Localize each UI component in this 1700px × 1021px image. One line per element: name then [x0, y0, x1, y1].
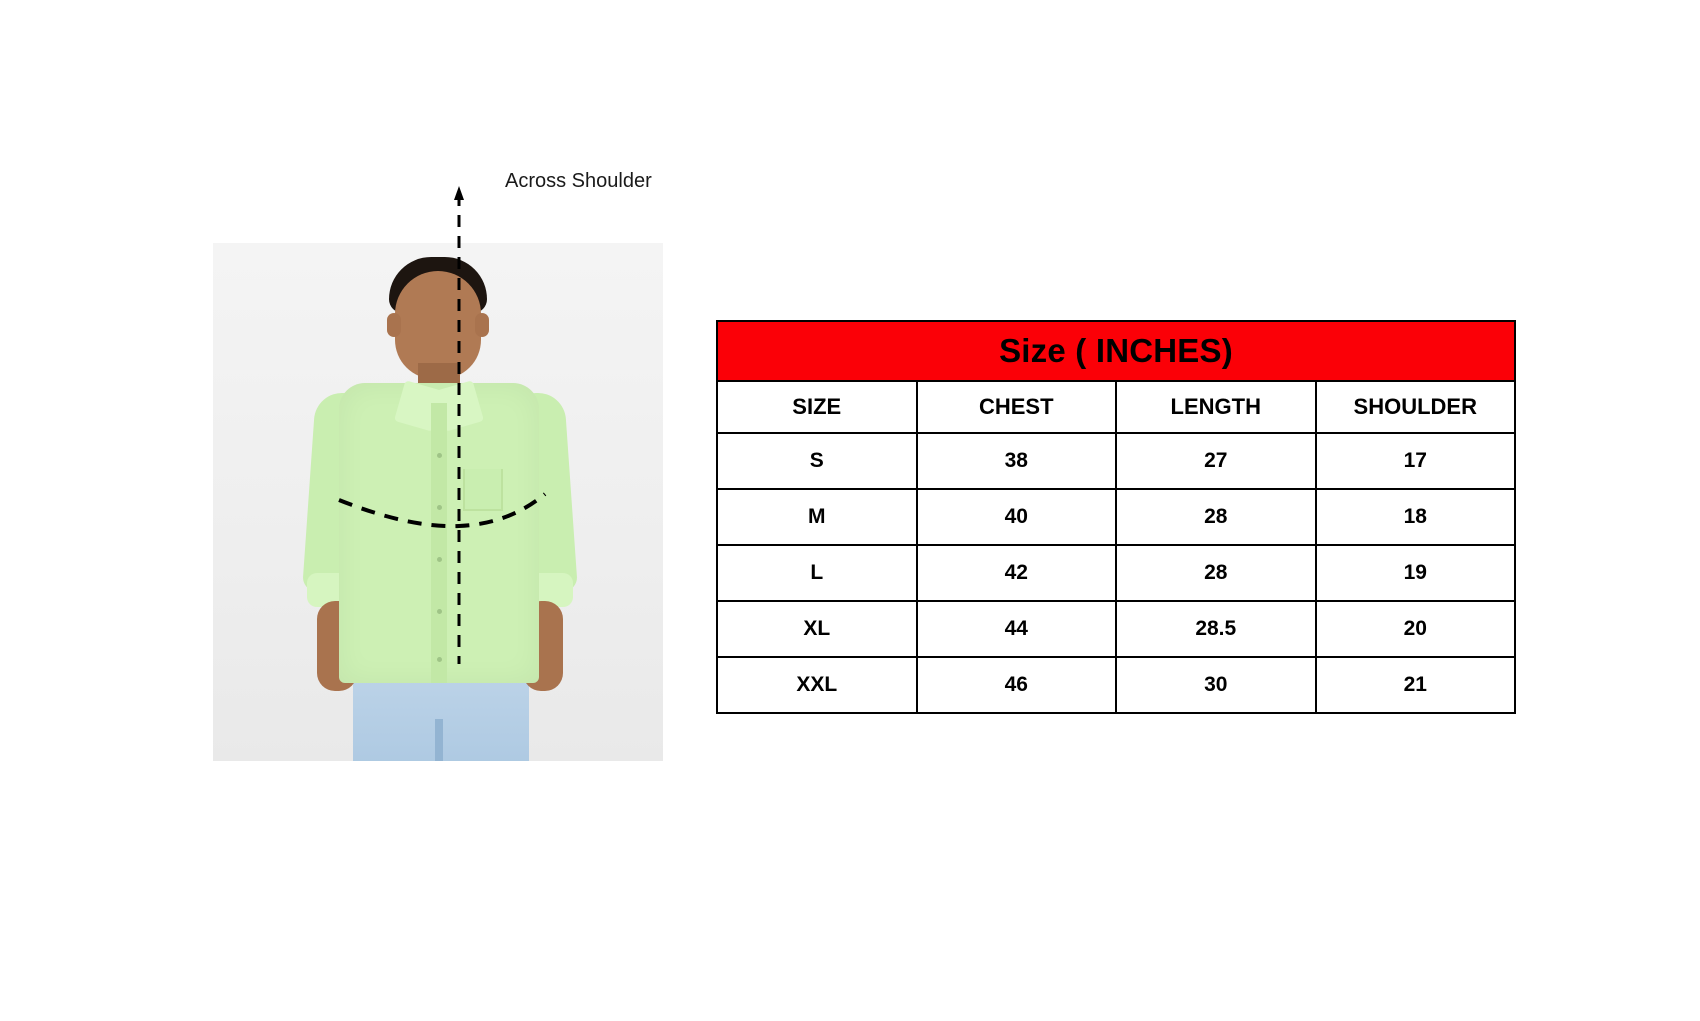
shirt-pocket-shape: [463, 469, 503, 511]
table-row: [717, 433, 1515, 489]
shirt-button-shape: [437, 453, 442, 458]
table-row: [717, 489, 1515, 545]
table-title-row: [717, 321, 1515, 381]
across-shoulder-label: Across Shoulder: [505, 170, 652, 192]
column-header-chest: CHEST: [917, 381, 1117, 433]
size-chart: [716, 320, 1516, 714]
size-chart-table: [716, 320, 1516, 714]
cell-size: M: [717, 489, 917, 545]
model-photo: [213, 243, 663, 761]
shirt-placket-shape: [431, 403, 447, 683]
cell-shoulder: 18: [1316, 489, 1516, 545]
cell-size: S: [717, 433, 917, 489]
column-header-size: SIZE: [717, 381, 917, 433]
cell-length: 28: [1116, 489, 1316, 545]
shirt-button-shape: [437, 505, 442, 510]
cell-shoulder: 17: [1316, 433, 1516, 489]
cell-length: 28: [1116, 545, 1316, 601]
ear-right-shape: [475, 313, 489, 337]
ear-left-shape: [387, 313, 401, 337]
shirt-button-shape: [437, 609, 442, 614]
cell-length: 28.5: [1116, 601, 1316, 657]
cell-chest: 42: [917, 545, 1117, 601]
shirt-button-shape: [437, 657, 442, 662]
measurement-figure: [213, 170, 673, 790]
cell-shoulder: 20: [1316, 601, 1516, 657]
cell-length: 27: [1116, 433, 1316, 489]
cell-length: 30: [1116, 657, 1316, 713]
table-row: [717, 601, 1515, 657]
size-chart-title: Size ( INCHES): [717, 321, 1515, 381]
column-header-shoulder: SHOULDER: [1316, 381, 1516, 433]
cell-shoulder: 19: [1316, 545, 1516, 601]
column-header-length: LENGTH: [1116, 381, 1316, 433]
cell-chest: 38: [917, 433, 1117, 489]
cell-chest: 40: [917, 489, 1117, 545]
cell-size: L: [717, 545, 917, 601]
cell-shoulder: 21: [1316, 657, 1516, 713]
cell-chest: 46: [917, 657, 1117, 713]
table-row: [717, 545, 1515, 601]
arrow-head-icon: [454, 186, 464, 200]
shirt-button-shape: [437, 557, 442, 562]
cell-chest: 44: [917, 601, 1117, 657]
cell-size: XL: [717, 601, 917, 657]
table-header-row: [717, 381, 1515, 433]
table-row: [717, 657, 1515, 713]
jeans-seam-shape: [435, 719, 443, 761]
cell-size: XXL: [717, 657, 917, 713]
